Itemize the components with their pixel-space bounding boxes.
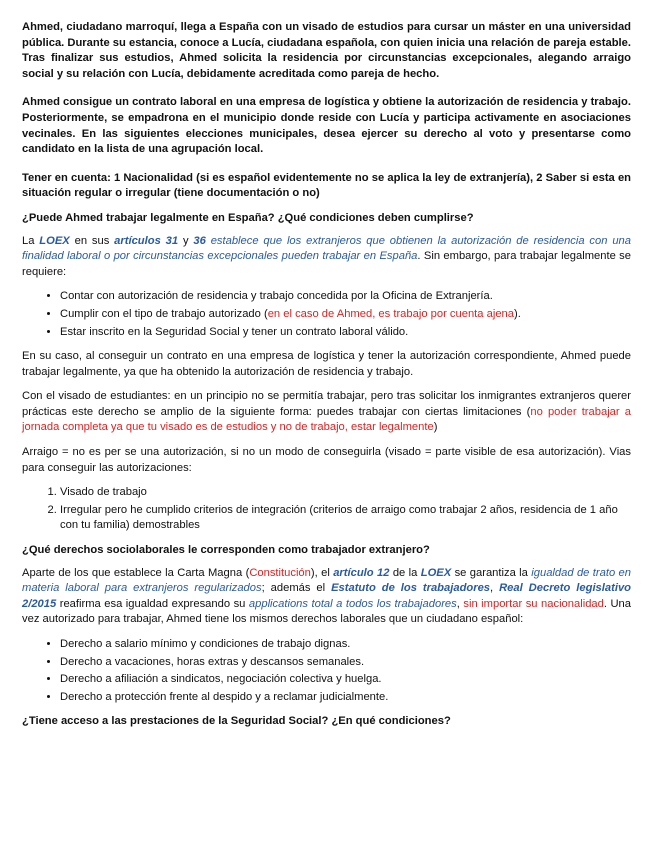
text-span: , — [490, 582, 500, 595]
list-item: • Estar inscrito en la Seguridad Social y tener un contrato laboral válido. — [60, 325, 631, 341]
text-span: en sus — [69, 234, 115, 247]
text-span: . Sin embargo, para trabajar legalmente se requiere: — [22, 250, 632, 278]
list-item: • Contar con autorización de residencia y trabajo concedida por la Oficina de Extranjería. — [60, 289, 631, 305]
text-span: Cumplir con el tipo de trabajo autorizado ( — [60, 307, 268, 320]
text-span: ). — [514, 307, 521, 320]
loex-reference: LOEX — [39, 234, 70, 247]
student-visa-paragraph — [22, 389, 631, 436]
case-analysis-paragraph: En su caso, al conseguir un contrato en una empresa de logística y tener la autorización correspondiente, Ahmed puede trabajar legalmente, ya que ha obtenido la autorización de residencia y trabajo. — [22, 350, 631, 378]
document-page — [22, 20, 631, 737]
text-span: Aparte de los que establece la Carta Magna ( — [22, 566, 250, 579]
list-item: • Derecho a afiliación a sindicatos, negociación colectiva y huelga. — [60, 672, 631, 688]
text-span: ; además el — [261, 582, 332, 595]
list-item — [60, 307, 631, 323]
note-paragraph: Tener en cuenta: 1 Nacionalidad (si es español evidentemente no se aplica la ley de extranjería), 2 Saber si esta en situación regular o irregular (tiene documentación o no) — [22, 171, 631, 200]
highlight-text: no poder trabajar a jornada completa ya que tu visado es de estudios y no de trabajo, estar legalmente — [22, 405, 631, 434]
loex-quote: establece que los extranjeros que obtienen la autorización de residencia con una finalidad laboral o por circunstancias excepcionales pueden trabajar en España — [22, 234, 631, 263]
case-paragraph-2: Ahmed consigue un contrato laboral en una empresa de logística y obtiene la autorización de residencia y trabajo. Posteriormente, se empadrona en el municipio donde reside con Lucía y participa activamente en asociaciones vecinales. En las siguientes elecciones municipales, desea ejercer su derecho al voto y presentarse como candidato en la lista de una agrupación local. — [22, 96, 631, 156]
text-span: reafirma esa igualdad expresando su — [56, 597, 249, 610]
loex-reference: LOEX — [420, 566, 452, 579]
article-12-reference: artículo 12 — [333, 566, 390, 579]
list-item: 2. Irregular pero he cumplido criterios de integración (criterios de arraigo como trabajar 2 años, residencia de 1 año con tu familia) demostrables — [60, 503, 631, 534]
text-span: , — [456, 597, 464, 610]
text-span: se garantiza la — [451, 566, 532, 579]
question-2-heading: ¿Qué derechos sociolaborales le corresponden como trabajador extranjero? — [22, 544, 430, 557]
text-span: La — [22, 234, 40, 247]
list-item: • Derecho a protección frente al despido y a reclamar judicialmente. — [60, 690, 631, 706]
case-paragraph-1: Ahmed, ciudadano marroquí, llega a España con un visado de estudios para cursar un máster en una universidad pública. Durante su estancia, conoce a Lucía, ciudadana española, con quien inicia una relación de pareja estable. Tras finalizar sus estudios, Ahmed solicita la residencia por circunstancias excepcionales, alegando arraigo social y su relación con Lucía, debidamente acreditada como pareja de hecho. — [22, 21, 631, 80]
list-item: 1. Visado de trabajo — [60, 485, 631, 501]
equality-quote: igualdad de trato en materia laboral para extranjeros regularizados — [22, 566, 631, 595]
question-3-heading: ¿Tiene acceso a las prestaciones de la Seguridad Social? ¿En qué condiciones? — [22, 715, 451, 728]
estatuto-reference: Estatuto de los trabajadores — [331, 582, 491, 595]
rights-paragraph — [22, 566, 631, 628]
constitution-reference: Constitución — [249, 566, 311, 579]
question-1-heading: ¿Puede Ahmed trabajar legalmente en España? ¿Qué condiciones deben cumplirse? — [22, 211, 474, 224]
article-36-reference: 36 — [193, 234, 206, 247]
authorization-routes-list — [22, 485, 631, 534]
text-span: . Una vez autorizado para trabajar, Ahmed tiene los mismos derechos laborales que un ciudadano español: — [22, 597, 631, 626]
arraigo-paragraph: Arraigo = no es per se una autorización, si no un modo de conseguirla (visado = parte visible de esa autorización). Vias para conseguir las autorizaciones: — [22, 446, 631, 474]
real-decreto-reference: Real Decreto legislativo 2/2015 — [22, 582, 631, 610]
highlight-text: sin importar su nacionalidad — [463, 597, 604, 610]
article-31-reference: artículos 31 — [114, 234, 179, 247]
text-span: y — [178, 234, 194, 247]
application-quote: applications total a todos los trabajadores — [248, 597, 457, 610]
text-span: Con el visado de estudiantes: en un principio no se permitía trabajar, pero tras solicitar los inmigrantes extranjeros querer prácticas este derecho se amplio de la siguiente forma: puedes trabajar con ciertas limitaciones ( — [22, 390, 631, 418]
requirements-list — [22, 289, 631, 340]
text-span: ), el — [310, 566, 334, 579]
loex-paragraph — [22, 234, 631, 281]
list-item: • Derecho a salario mínimo y condiciones de trabajo dignas. — [60, 637, 631, 653]
text-span: ) — [433, 421, 438, 434]
text-span: de la — [389, 566, 421, 579]
list-item: • Derecho a vacaciones, horas extras y descansos semanales. — [60, 655, 631, 671]
rights-list — [22, 637, 631, 705]
highlight-text: en el caso de Ahmed, es trabajo por cuenta ajena — [267, 307, 514, 320]
